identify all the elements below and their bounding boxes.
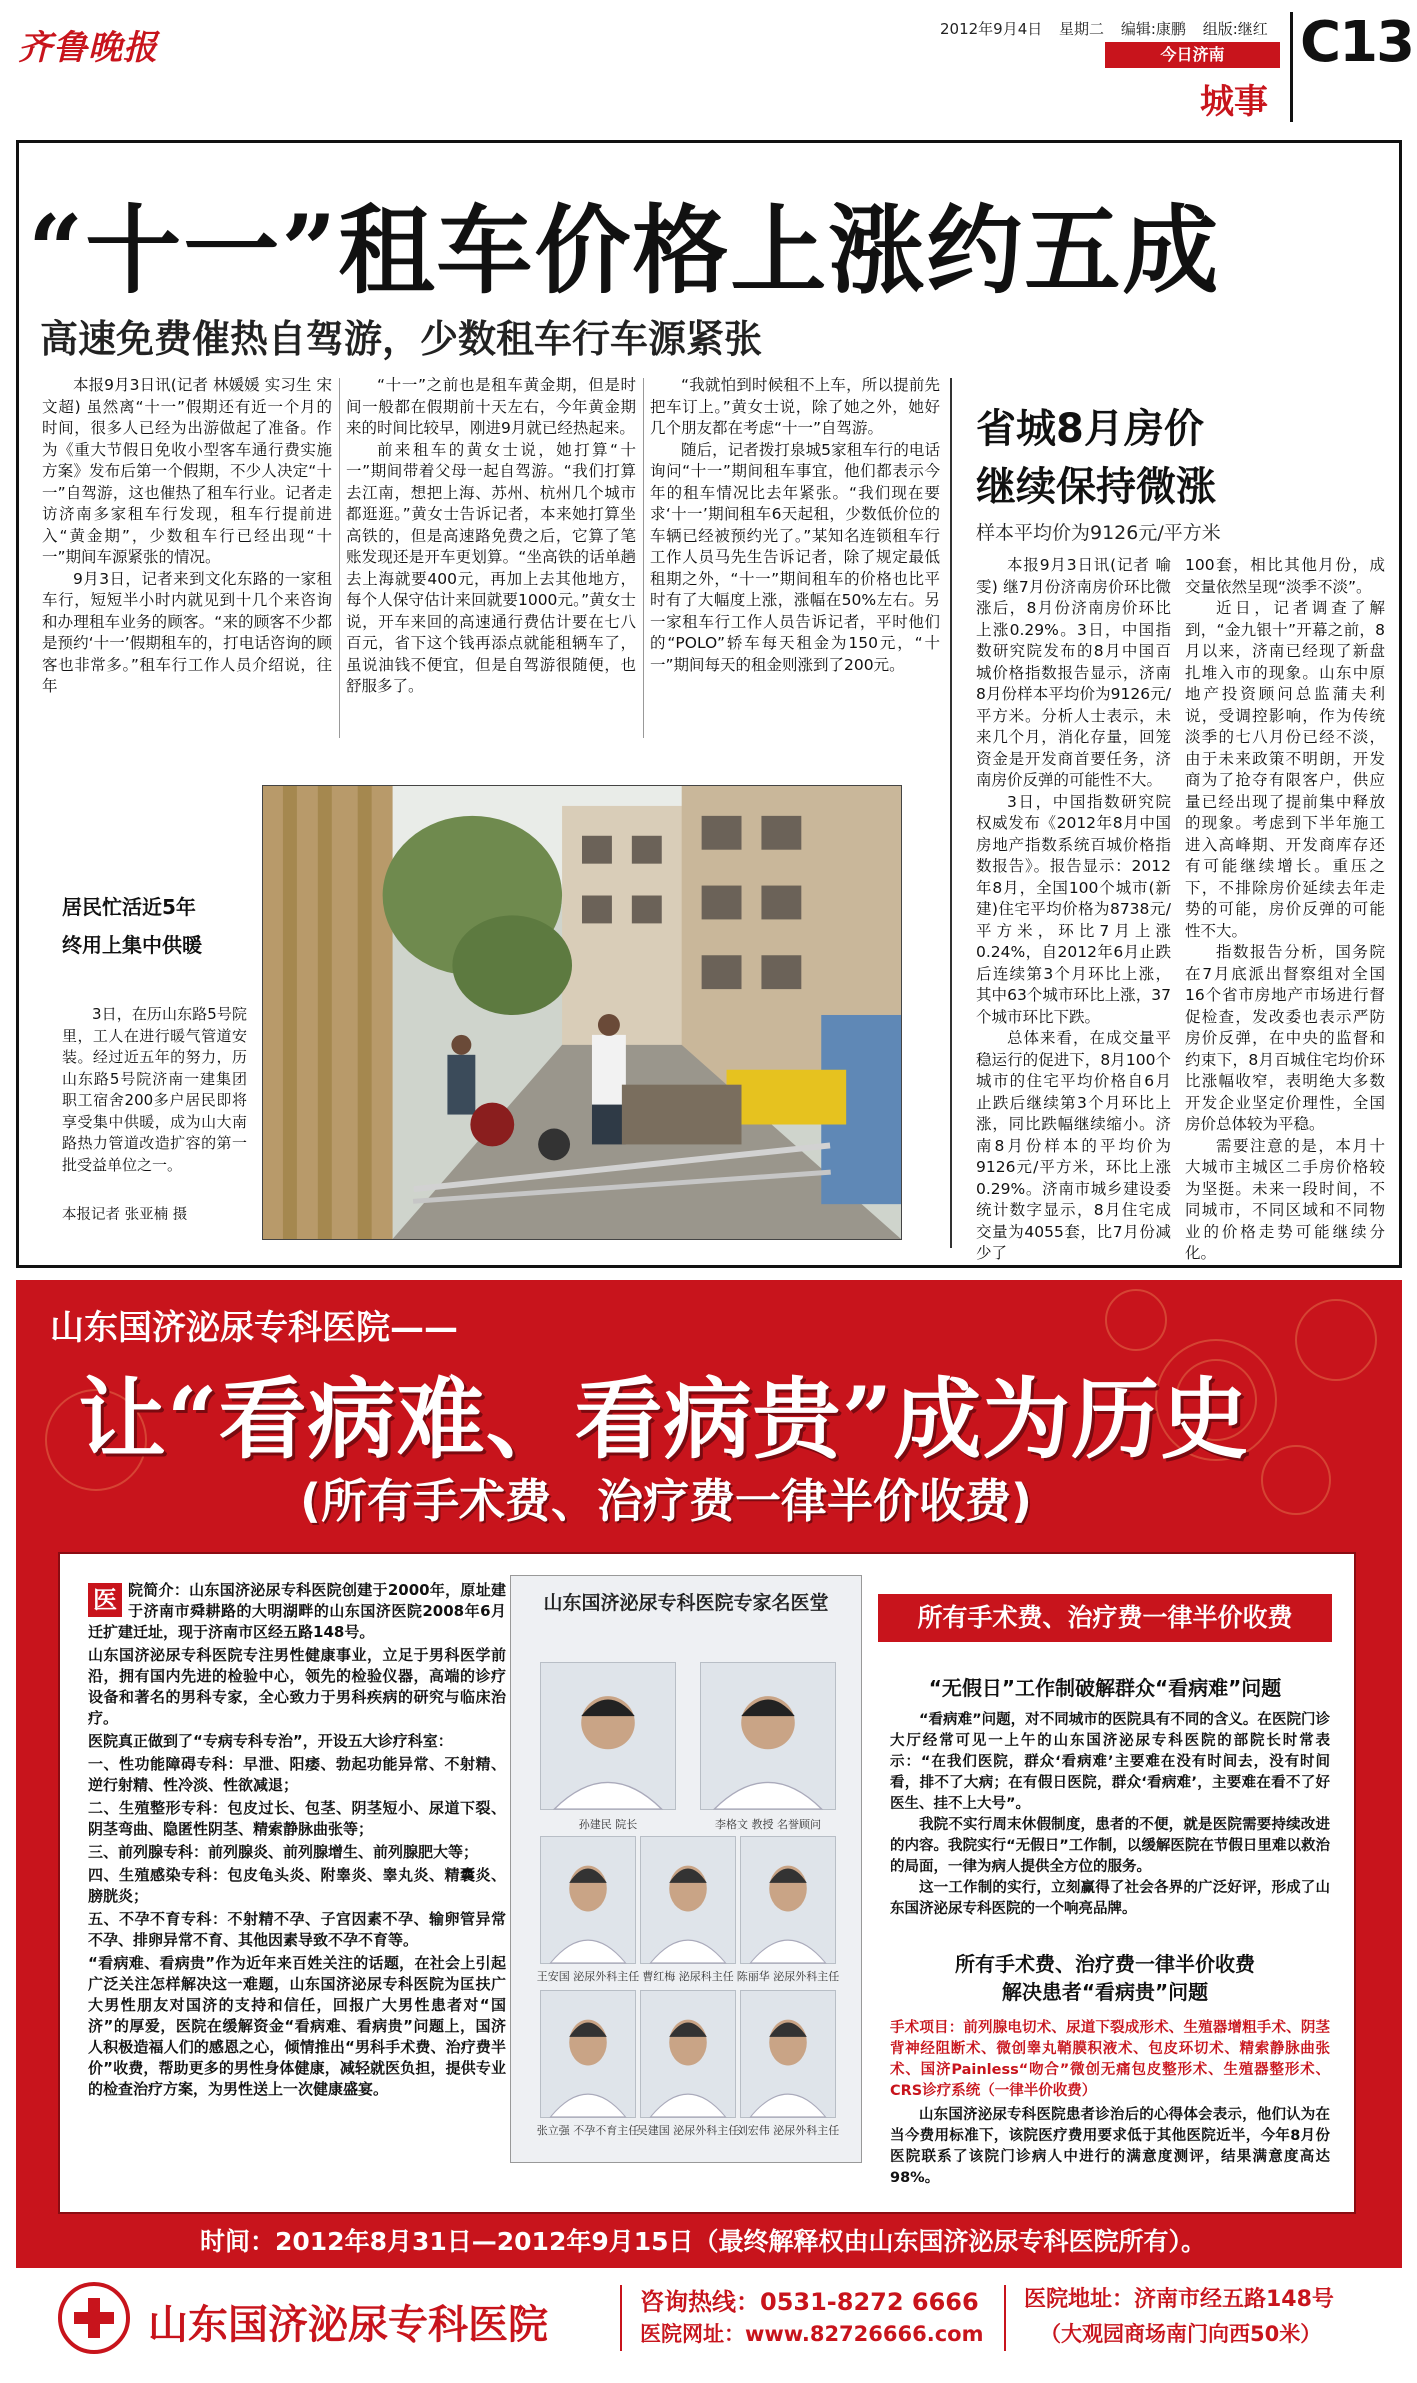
ad-slogan-note: (所有手术费、治疗费一律半价收费) — [300, 1474, 1033, 1528]
photo-illustration — [263, 786, 901, 1239]
hospital-address: 医院地址：济南市经五路148号 — [1024, 2287, 1334, 2312]
doctor-name: 李格文 教授 名誉顾问 — [715, 1818, 821, 1831]
paragraph: 一、性功能障碍专科：早泄、阳痿、勃起功能异常、不射精、逆行射精、性冷淡、性欲减退； — [88, 1755, 506, 1794]
paragraph: 总体来看，在成交量平稳运行的促进下，8月100个城市的住宅平均价格自6月止跌后继续第3个月环比上涨，同比跌幅继续缩小。济南8月份样本的平均价为9126元/平方米，环比上涨0.29%。济南市城乡建设委统计数字显示，8月住宅成交量为4055套，比7月份减少了 — [976, 1029, 1171, 1262]
hospital-address-detail: （大观园商场南门向西50米） — [1040, 2322, 1322, 2346]
paragraph: 100套，相比其他月份，成交量依然呈现“淡季不淡”。 — [1185, 556, 1385, 596]
doctor-portrait — [540, 1836, 636, 1964]
doctor-portrait — [540, 1662, 676, 1810]
paragraph: “看病难、看病贵”作为近年来百姓关注的话题，在社会上引起广泛关注怎样解决这一难题，山东国济泌尿专科医院为匡扶广大男性朋友对国济的支持和信任，回报广大男性患者对“国济”的厚爱，医院在缓解资金“看病难、看病贵”问题上，国济人积极造福人们的感恩之心，倾情推出“男科手术费、治疗费半价”收费，帮助更多的男性身体健康，减轻就医负担，提供专业的检查治疗方案，为男性送上一次健康盛宴。 — [88, 1954, 506, 2098]
paragraph: 前来租车的黄女士说，她打算“十一”期间带着父母一起自驾游。“我们打算去江南，想把上海、苏州、杭州几个城市都逛逛。”黄女士告诉记者，本来她打算坐高铁的，但是高速路免费之后，它算了笔账发现还是开车更划算。“坐高铁的话单趟去上海就要400元，再加上去其他地方，每个人保守估计来回就要1000元。”黄女士说，开车来回的高速通行费估计要在七八百元，省下这个钱再添点就能租辆车了，虽说油钱不便宜，但是自驾游很随便，也舒服多了。 — [346, 440, 636, 695]
paragraph: 山东国济泌尿专科医院专注男性健康事业，立足于男科医学前沿，拥有国内先进的检验中心，领先的检验仪器，高端的诊疗设备和著名的男科专家，全心致力于男科疾病的研究与临床治疗。 — [88, 1646, 506, 1727]
doctor-name: 吴建国 泌尿外科主任 — [636, 2124, 740, 2137]
news-photo — [262, 785, 902, 1240]
article-subhead: 高速免费催热自驾游，少数租车行车源紧张 — [40, 317, 763, 361]
hospital-name: 山东国济泌尿专科医院 — [148, 2302, 548, 2348]
hospital-website: 医院网址：www.82726666.com — [640, 2322, 984, 2346]
side-article-headline — [976, 400, 1216, 516]
doctor-portrait-icon — [541, 1991, 635, 2117]
doctor-portrait — [740, 1836, 836, 1964]
column-rule — [339, 378, 340, 738]
issue-weekday: 星期二 — [1059, 20, 1105, 38]
hotline-number: 0531-8272 6666 — [760, 2288, 979, 2316]
ad-hospital-intro: 山东国济泌尿专科医院—— — [50, 1308, 458, 1348]
ad-half-price-heading: 所有手术费、治疗费一律半价收费 解决患者“看病贵”问题 — [955, 1952, 1255, 2004]
issue-date: 2012年9月4日 — [940, 20, 1043, 38]
photo-credit: 本报记者 张亚楠 摄 — [62, 1207, 188, 1223]
doctor-name: 曹红梅 泌尿科主任 — [642, 1970, 734, 1983]
ad-half-price-banner: 所有手术费、治疗费一律半价收费 — [878, 1594, 1332, 1642]
newspaper-logo: 齐鲁晚报 — [18, 28, 158, 68]
paragraph: 我院不实行周末休假制度，患者的不便，就是医院需要持续改进的内容。我院实行“无假日”工作制，以缓解医院在节假日里难以救治的局面，一律为病人提供全方位的服务。 — [890, 1817, 1330, 1875]
paragraph: 院简介：山东国济泌尿专科医院创建于2000年，原址建于济南市舜耕路的大明湖畔的山东国济医院2008年6月迁扩建迁址，现于济南市区经五路148号。 — [88, 1581, 506, 1641]
ad-promotion-period: 时间：2012年8月31日—2012年9月15日（最终解释权由山东国济泌尿专科医院所有）。 — [200, 2227, 1207, 2256]
page-number: C13 — [1300, 10, 1414, 75]
masthead — [0, 0, 1417, 130]
section-name: 城事 — [1200, 82, 1268, 122]
medical-badge-icon: 医 — [88, 1583, 122, 1617]
side-column-rule — [950, 378, 952, 1248]
side-article-subhead: 样本平均价为9126元/平方米 — [976, 522, 1221, 544]
side-headline-line: 省城8月房价 — [976, 406, 1204, 452]
doctor-portrait-icon — [541, 1663, 675, 1809]
hospital-cross-logo-icon — [58, 2282, 130, 2354]
photo-caption-title-line: 居民忙活近5年 — [62, 895, 196, 919]
side-article-column-1 — [976, 555, 1171, 1260]
article-column-2 — [346, 375, 636, 745]
paragraph: 四、生殖感染专科：包皮龟头炎、附睾炎、睾丸炎、精囊炎、膀胱炎； — [88, 1866, 506, 1905]
doctor-name: 孙建民 院长 — [578, 1818, 638, 1831]
paragraph: 9月3日，记者来到文化东路的一家租车行，短短半小时内就见到十几个来咨询和办理租车业务的顾客。“来的顾客不少都是预约‘十一’假期租车的，打电话咨询的顾客也非常多。”租车行工作人员介绍说，往年 — [42, 569, 332, 695]
paragraph: “看病难”问题，对不同城市的医院具有不同的含义。在医院门诊大厅经常可见一上午的山东国济泌尿专科医院的部院长时常表示：“在我们医院，群众‘看病难’主要难在没有时间去，没有时间看，排不了大病；在有假日医院，群众‘看病难’，主要难在看不了好医生、挂不上大号”。 — [890, 1712, 1330, 1812]
doctor-portrait — [540, 1990, 636, 2118]
photo-caption-title — [62, 888, 202, 964]
doctors-panel-title: 山东国济泌尿专科医院专家名医堂 — [543, 1592, 829, 1614]
doctor-name: 王安国 泌尿外科主任 — [536, 1970, 640, 1983]
doctor-portrait-icon — [641, 1991, 735, 2117]
paragraph: 需要注意的是，本月十大城市主城区二手房价格较为坚挺。未来一段时间，不同城市，不同区域和不同物业的价格走势可能继续分化。 — [1185, 1136, 1385, 1262]
paragraph: 山东国济泌尿专科医院患者诊治后的心得体会表示，他们认为在当今费用标准下，该院医疗费用要求低于其他医院近半，今年8月份医院联系了该院门诊病人中进行的满意度测评，结果满意度高达98%。 — [890, 2107, 1330, 2186]
doctor-portrait-icon — [541, 1837, 635, 1963]
paragraph: 三、前列腺专科：前列腺炎、前列腺增生、前列腺肥大等； — [88, 1843, 479, 1861]
doctor-name: 张立强 不孕不育主任 — [536, 2124, 640, 2137]
photo-caption-title-line: 终用上集中供暖 — [62, 933, 202, 957]
paragraph: 这一工作制的实行，立刻赢得了社会各界的广泛好评，形成了山东国济泌尿专科医院的一个响亮品牌。 — [890, 1880, 1330, 1917]
ad-no-holiday-text — [890, 1710, 1330, 1917]
column-rule — [643, 378, 644, 738]
ad-no-holiday-heading: “无假日”工作制破解群众“看病难”问题 — [928, 1676, 1282, 1700]
photo-caption-text: 3日，在历山东路5号院里，工人在进行暖气管道安装。经过近五年的努力，历山东路5号院济南一建集团职工宿舍200多户居民即将享受集中供暖，成为山大南路热力管道改造扩容的第一批受益单位之一。 — [62, 1005, 247, 1174]
article-headline: “十一”租车价格上涨约五成 — [28, 194, 1221, 307]
doctor-portrait-icon — [741, 1991, 835, 2117]
layout-credit: 组版:继红 — [1202, 20, 1268, 38]
dateline — [940, 18, 1280, 39]
doctor-name: 陈丽华 泌尿外科主任 — [736, 1970, 840, 1983]
doctor-portrait — [640, 1990, 736, 2118]
ad-hospital-introduction — [88, 1580, 506, 2160]
doctor-portrait-icon — [641, 1837, 735, 1963]
paragraph: “我就怕到时候租不上车，所以提前先把车订上。”黄女士说，除了她之外，她好几个朋友都在考虑“十一”自驾游。 — [650, 376, 940, 437]
paragraph: 随后，记者拨打泉城5家租车行的电话询问“十一”期间租车事宜，他们都表示今年的租车情况比去年紧张。“我们现在要求‘十一’期间租车6天起租，少数低价位的车辆已经被预约光了。”某知名连锁租车行工作人员马先生告诉记者，除了规定最低租期之外，“十一”期间租车的价格也比平时有了大幅度上涨，涨幅在50%左右。另一家租车行工作人员告诉记者，平时他们的“POLO”轿车每天租金为150元，“十一”期间每天的租金则涨到了200元。 — [650, 440, 940, 674]
footer-separator — [1004, 2285, 1006, 2351]
paragraph: 二、生殖整形专科：包皮过长、包茎、阴茎短小、尿道下裂、阴茎弯曲、隐匿性阴茎、精索静脉曲张等； — [88, 1799, 506, 1838]
section-tag: 今日济南 — [1105, 42, 1280, 68]
paragraph: 本报9月3日讯(记者 林媛媛 实习生 宋文超) 虽然离“十一”假期还有近一个月的时间，很多人已经为出游做起了准备。作为《重大节假日免收小型客车通行费实施方案》发布后第一个假期，不少人决定“十一”自驾游，这也催热了租车行业。记者走访济南多家租车行发现，租车行提前进入“黄金期”，少数租车行已经出现“十一”期间车源紧张的情况。 — [42, 376, 332, 566]
doctor-portrait — [740, 1990, 836, 2118]
ad-main-slogan: 让“看病难、看病贵”成为历史 — [78, 1367, 1250, 1471]
page-divider — [1290, 12, 1293, 122]
doctor-portrait-icon — [701, 1663, 835, 1809]
paragraph: 指数报告分析，国务院在7月底派出督察组对全国16个省市房地产市场进行督促检查，发改委也表示严防房价反弹，在中央的监督和约束下，8月百城住宅均价环比涨幅收窄，表明绝大多数开发企业坚定价理性，全国房价总体较为平稳。 — [1185, 943, 1385, 1133]
doctor-portrait — [640, 1836, 736, 1964]
article-column-3 — [650, 375, 940, 745]
side-article-column-2 — [1185, 555, 1385, 1260]
paragraph: “十一”之前也是租车黄金期，但是时间一般都在假期前十天左右，今年黄金期来的时间比较早，刚进9月就已经热起来。 — [346, 376, 636, 437]
paragraph: 本报9月3日讯(记者 喻雯) 继7月份济南房价环比微涨后，8月份济南房价环比上涨0.29%。3日，中国指数研究院发布的8月中国百城价格指数报告显示，济南8月份样本平均价为9126元/平方米。分析人士表示，未来几个月，消化存量，回笼资金是开发商首要任务，济南房价反弹的可能性不大。 — [976, 556, 1171, 789]
ad-surgery-list: 手术项目：前列腺电切术、尿道下裂成形术、生殖器增粗手术、阴茎背神经阻断术、微创睾丸鞘膜积液术、包皮环切术、精索静脉曲张术、国济Painless“吻合”微创无痛包皮整形术、生殖器整形术、CRS诊疗系统（一律半价收费） — [890, 2020, 1330, 2099]
doctor-portrait-icon — [741, 1837, 835, 1963]
paragraph: 近日，记者调查了解到，“金九银十”开幕之前，8月以来，济南已经现了新盘扎堆入市的现象。山东中原地产投资顾问总监蒲夫利说，受调控影响，作为传统淡季的七八月份已经不淡，由于未来政策不明朗，开发商为了抢夺有限客户，供应量已经出现了提前集中释放的现象。考虑到下半年施工进入高峰期、开发商库存还有可能继续增长。重压之下，不排除房价延续去年走势的可能，房价反弹的可能性不大。 — [1185, 599, 1385, 940]
photo-caption — [62, 1004, 247, 1176]
footer-separator — [620, 2285, 622, 2351]
paragraph: 五、不孕不育专科：不射精不孕、子宫因素不孕、输卵管异常不孕、排卵异常不育、其他因素导致不孕不育等。 — [88, 1910, 506, 1949]
ad-satisfaction-text — [890, 2105, 1330, 2189]
doctor-portrait — [700, 1662, 836, 1810]
side-headline-line: 继续保持微涨 — [976, 464, 1216, 510]
editor-credit: 编辑:康鹏 — [1120, 20, 1186, 38]
paragraph: 3日，中国指数研究院权威发布《2012年8月中国房地产指数系统百城价格指数报告》。报告显示：2012年8月，全国100个城市(新建)住宅平均价格为8738元/平方米，环比7月上涨0.24%，自2012年6月止跌后连续第3个月环比上涨，其中63个城市环比上涨，37个城市环比下跌。 — [976, 792, 1171, 1026]
hotline-label: 咨询热线： — [640, 2288, 760, 2316]
paragraph: 医院真正做到了“专病专科专治”，开设五大诊疗科室： — [88, 1732, 453, 1750]
doctor-name: 刘宏伟 泌尿外科主任 — [736, 2124, 840, 2137]
hotline — [640, 2282, 979, 2317]
article-column-1 — [42, 375, 332, 745]
